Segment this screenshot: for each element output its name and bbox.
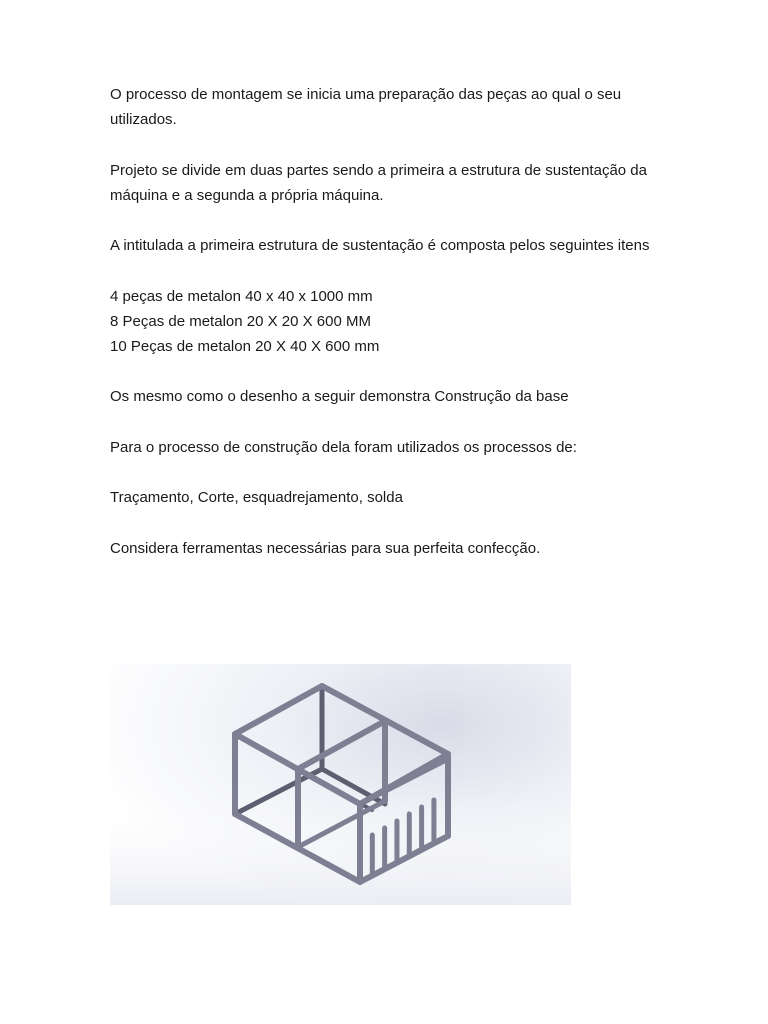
- figure-floor: [110, 794, 571, 905]
- base-structure-figure: [110, 664, 571, 905]
- paragraph-outro-1: Os mesmo como o desenho a seguir demonstra Construção da base: [110, 388, 569, 406]
- list-item: 10 Peças de metalon 20 X 40 X 600 mm: [110, 337, 380, 355]
- list-item: 8 Peças de metalon 20 X 20 X 600 MM: [110, 312, 371, 330]
- parts-list: [110, 284, 655, 360]
- metal-frame-drawing: [110, 664, 571, 905]
- document-body: [110, 82, 655, 586]
- paragraph-intro-2: Projeto se divide em duas partes sendo a primeira a estrutura de sustentação da máquina e a segunda a própria máquina.: [110, 161, 647, 204]
- paragraph-outro-4: Considera ferramentas necessárias para sua perfeita confecção.: [110, 539, 541, 557]
- paragraph-outro-2: Para o processo de construção dela foram utilizados os processos de:: [110, 438, 577, 456]
- paragraph-intro-3: A intitulada a primeira estrutura de sustentação é composta pelos seguintes itens: [110, 237, 650, 255]
- paragraph-intro-1: O processo de montagem se inicia uma preparação das peças ao qual o seu utilizados.: [110, 86, 622, 129]
- paragraph-outro-3: Traçamento, Corte, esquadrejamento, solda: [110, 489, 403, 507]
- list-item: 4 peças de metalon 40 x 40 x 1000 mm: [110, 287, 373, 305]
